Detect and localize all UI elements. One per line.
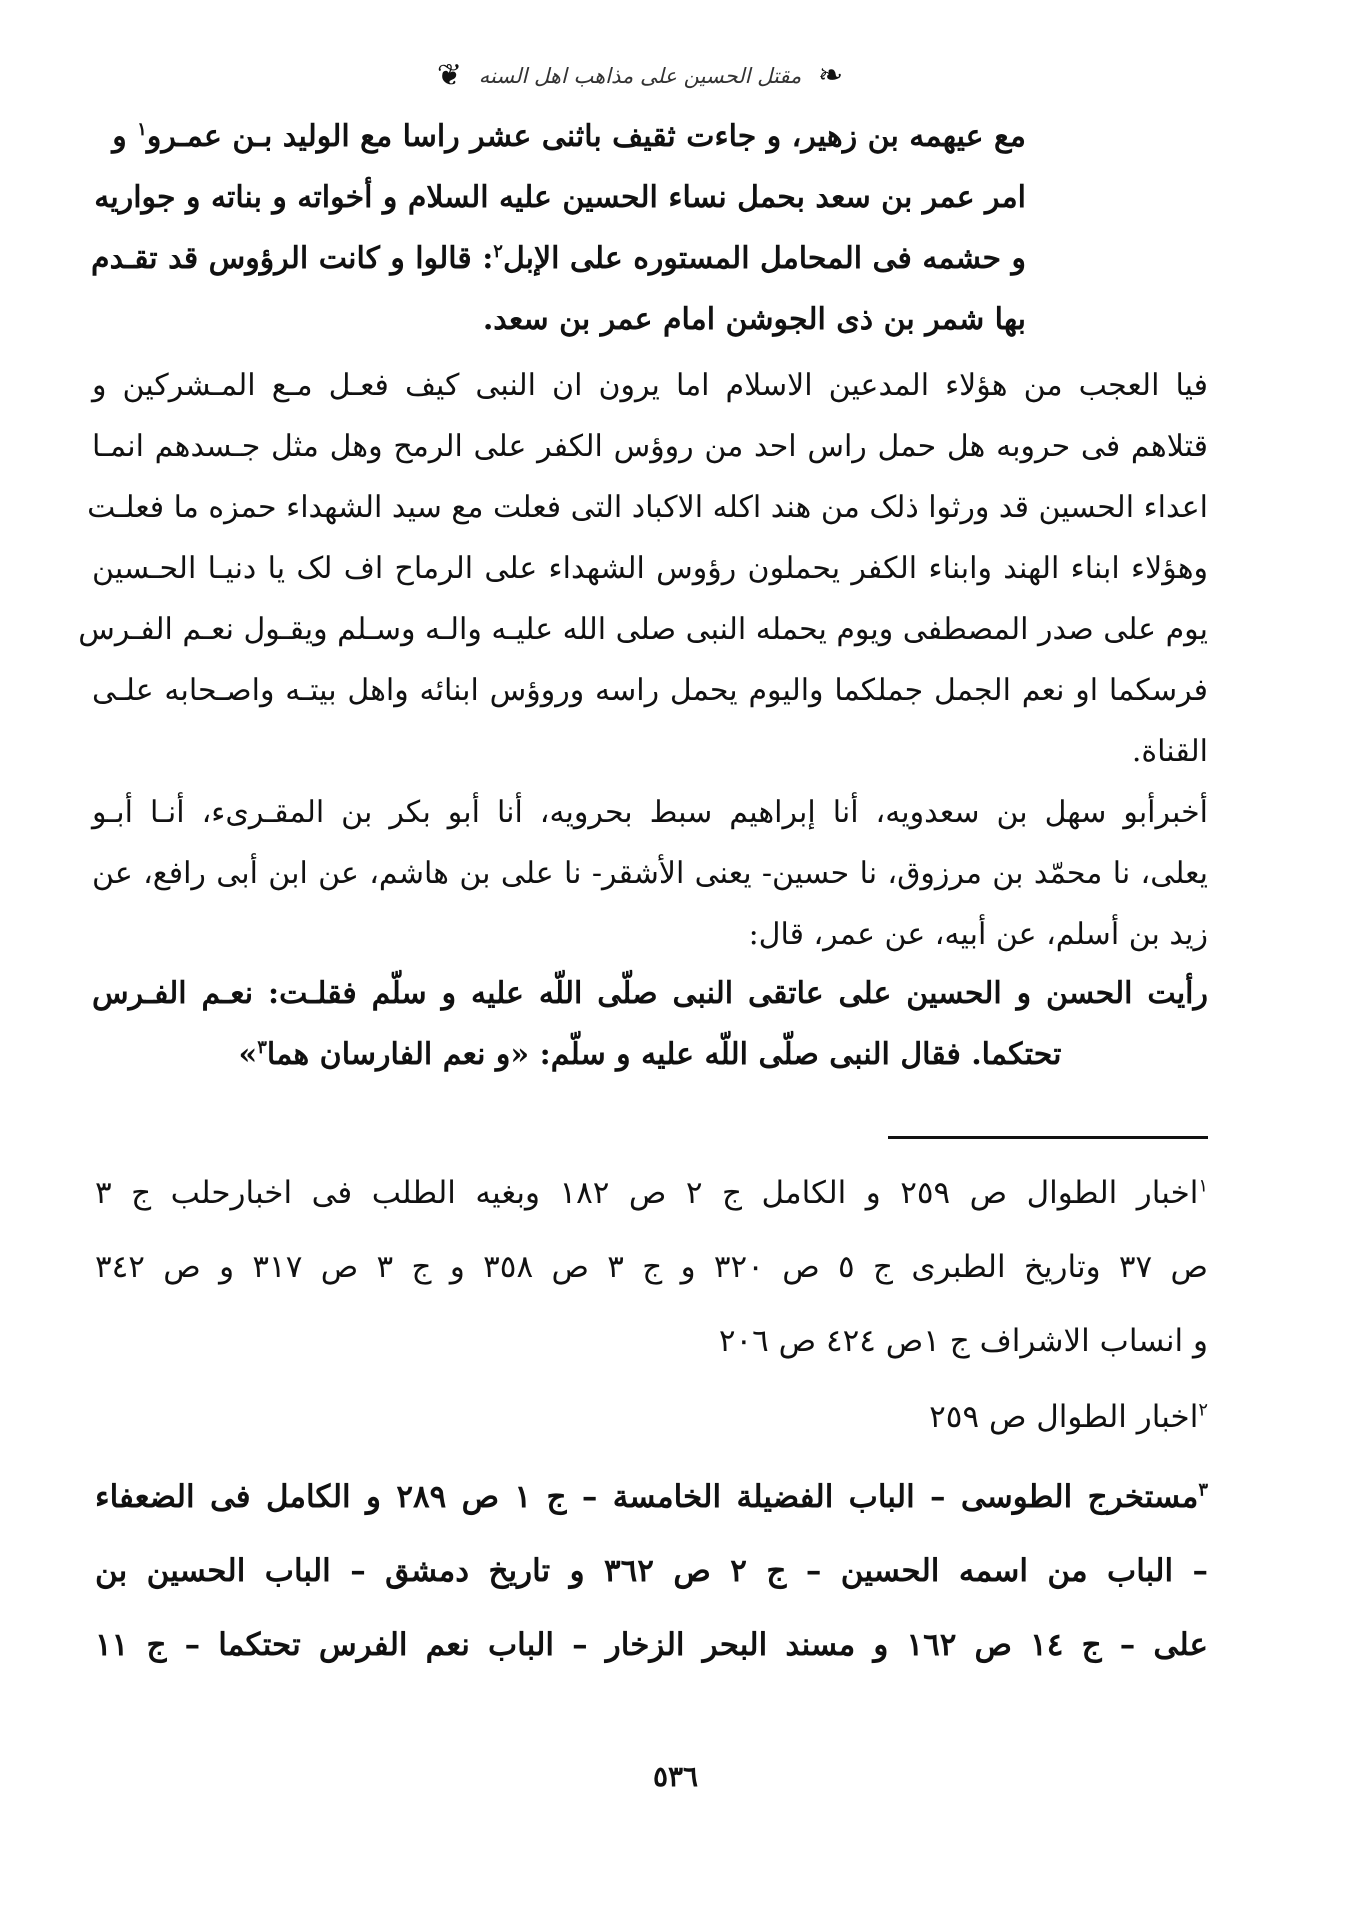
text-line: $^٢$اخبار الطوال ص ٢٥٩ [929, 1399, 1208, 1435]
text-line: القناة. [1131, 734, 1208, 769]
header-title: مقتل الحسين على مذاهب اهل السنه [478, 63, 802, 88]
paragraph-isnad [92, 782, 1208, 965]
page-number: ٥٣٦ [652, 1760, 699, 1793]
text-line: امر عمر بن سعد بحمل نساء الحسين عليه السلام و أخواته و بناته و جواريه [94, 180, 1026, 215]
text-line: على – ج ١٤ ص ١٦٢ و مسند البحر الزخار – الباب نعم الفرس تحتكما – ج ١١ [95, 1627, 1208, 1663]
text-line: تحتكما. فقال النبى صلّى اللّه عليه و سلّم: «و نعم الفارسان هما$^٣$» [238, 1037, 1062, 1072]
footnote-1 [95, 1156, 1208, 1378]
text-line: اعداء الحسين قد ورثوا ذلک من هند اكله الاكباد التى فعلت مع سيد الشهداء حمزه ما فعلـت [87, 490, 1208, 525]
text-line: بها شمر بن ذى الجوشن امام عمر بن سعد. [482, 302, 1026, 337]
text-line: و حشمه فى المحامل المستوره على الإبل$^٢$: قالوا و كانت الرؤوس قد تقـدم [91, 241, 1026, 276]
text-line: فيا العجب من هؤلاء المدعين الاسلام اما يرون ان النبى كيف فعـل مـع المـشركين و [92, 368, 1208, 403]
running-header [380, 58, 900, 104]
text-line: $^١$اخبار الطوال ص ٢٥٩ و الكامل ج ٢ ص ١٨٢ وبغيه الطلب فى اخبارحلب ج ٣ [95, 1175, 1209, 1211]
footnote-marker: ١ [1198, 1175, 1209, 1197]
paragraph-narration [91, 106, 1026, 350]
text-line: زيد بن أسلم، عن أبيه، عن عمر، قال: [748, 917, 1208, 952]
footnote-ref[interactable]: ١ [137, 119, 147, 140]
text-line: أخبرأبو سهل بن سعدويه، أنا إبراهيم سبط بحرويه، أنا أبو بكر بن المقـرىء، أنـا أبـو [92, 795, 1208, 830]
footnote-marker: ٢ [1198, 1399, 1208, 1421]
text-line: رأيت الحسن و الحسين على عاتقى النبى صلّى اللّه عليه و سلّم فقلـت: نعـم الفـرس [92, 976, 1208, 1011]
text-line: يوم على صدر المصطفى ويوم يحمله النبى صلى الله عليـه والـه وسـلم ويقـول نعـم الفـرس [78, 612, 1208, 647]
text-line: $^٣$مستخرج الطوسى – الباب الفضيلة الخامسة – ج ١ ص ٢٨٩ و الكامل فى الضعفاء [95, 1479, 1208, 1515]
text-line: – الباب من اسمه الحسين – ج ٢ ص ٣٦٢ و تاريخ دمشق – الباب الحسين بن [95, 1553, 1208, 1589]
footnote-marker: ٣ [1198, 1479, 1208, 1501]
paragraph-commentary [78, 355, 1208, 782]
footnote-ref[interactable]: ٣ [257, 1037, 267, 1058]
text-line: و انساب الاشراف ج ١ص ٤٢٤ ص ٢٠٦ [718, 1323, 1208, 1359]
text-line: مع عيهمه بن زهير، و جاءت ثقيف باثنى عشر راسا مع الوليد بـن عمـرو$^١$ و [112, 119, 1026, 154]
text-line: فرسكما او نعم الجمل جملكما واليوم يحمل راسه وروؤس ابنائه واهل بيتـه واصـحابه علـى [92, 673, 1208, 708]
footnote-divider [888, 1136, 1208, 1139]
text-line: ص ٣٧ وتاريخ الطبرى ج ٥ ص ٣٢٠ و ج ٣ ص ٣٥٨ و ج ٣ ص ٣١٧ و ص ٣٤٢ [95, 1249, 1209, 1285]
text-line: وهؤلاء ابناء الهند وابناء الكفر يحملون رؤوس الشهداء على الرماح اف لک يا دنيـا الحـسين [92, 551, 1208, 586]
footnote-ref[interactable]: ٢ [493, 241, 503, 262]
ornament-right-icon: ❧ [817, 58, 844, 93]
paragraph-hadith [92, 963, 1208, 1085]
text-line: يعلى، نا محمّد بن مرزوق، نا حسين- يعنى الأشقر- نا على بن هاشم، عن ابن أبى رافع، عن [92, 856, 1208, 891]
footnote-3 [95, 1460, 1208, 1682]
footnote-2 [95, 1380, 1208, 1454]
ornament-left-icon: ❦ [436, 58, 463, 93]
text-line: قتلاهم فى حروبه هل حمل راس احد من روؤس الكفر على الرمح وهل مثل جـسدهم انمـا [92, 429, 1208, 464]
